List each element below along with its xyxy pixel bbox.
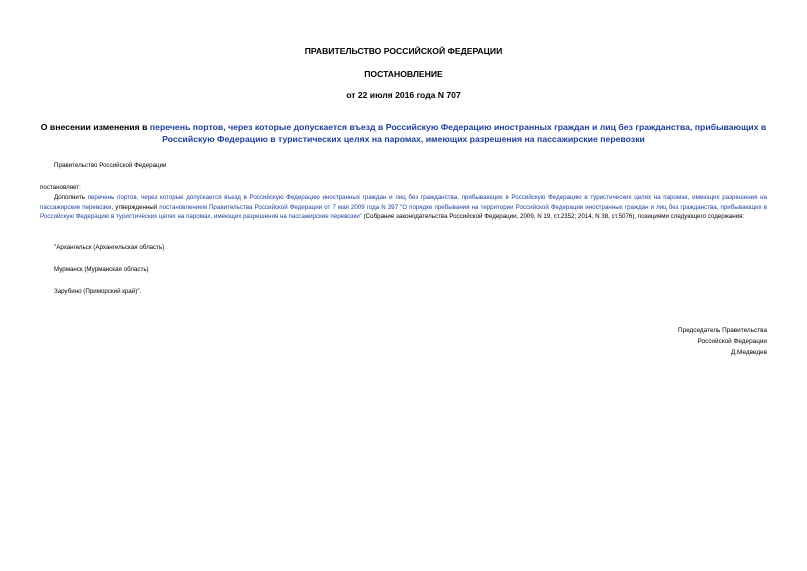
ports-list-link[interactable]: перечень портов, через которые допускается въезд в Российскую Федерацию иностранных граждан и лиц без гражданства, прибывающих в Российскую Федерацию в туристических целях на паромах, имеющих разрешения на пассажирские перевозки — [40, 194, 767, 211]
decree-397-link[interactable]: постановлением Правительства Российской Федерации от 7 мая 2009 года N 397 "О порядке пребывания на территории Российской Федерации иностранных граждан и лиц без гражданства, прибывающих в Российскую Федерацию в туристических целях на паромах, имеющих разрешения на пассажирские перевозки" — [40, 203, 767, 220]
document-type-heading: ПОСТАНОВЛЕНИЕ — [364, 69, 443, 79]
body-text-prefix: Дополнить — [54, 194, 88, 201]
list-item-arkhangelsk: "Архангельск (Архангельская область) — [54, 244, 165, 251]
body-text-suffix: (Собрание законодательства Российской Федерации, 2009, N 19, ст.2352; 2014, N 38, ст.5076), позициями следующего содержания: — [361, 213, 745, 220]
document-title — [40, 121, 767, 145]
decree-line: постановляет: — [40, 184, 81, 191]
body-text-mid: , утвержденный — [111, 203, 160, 211]
signature-name: Д.Медведев — [730, 349, 767, 356]
list-item-zarubino: Зарубино (Приморский край)". — [54, 288, 142, 295]
issuer-line: Правительство Российской Федерации — [54, 162, 167, 169]
signature-position-line1: Председатель Правительства — [678, 327, 767, 334]
title-prefix: О внесении изменения в — [40, 122, 150, 132]
document-date-number: от 22 июля 2016 года N 707 — [346, 90, 461, 100]
title-link[interactable]: перечень портов, через которые допускается въезд в Российскую Федерацию иностранных граждан и лиц без гражданства, прибывающих в Российскую Федерацию в туристических целях на паромах, имеющих разрешения на пассажирские перевозки — [149, 122, 767, 144]
body-paragraph — [40, 193, 767, 222]
signature-position-line2: Российской Федерации — [697, 338, 767, 345]
list-item-murmansk: Мурманск (Мурманская область) — [54, 266, 149, 273]
government-heading: ПРАВИТЕЛЬСТВО РОССИЙСКОЙ ФЕДЕРАЦИИ — [304, 46, 503, 56]
